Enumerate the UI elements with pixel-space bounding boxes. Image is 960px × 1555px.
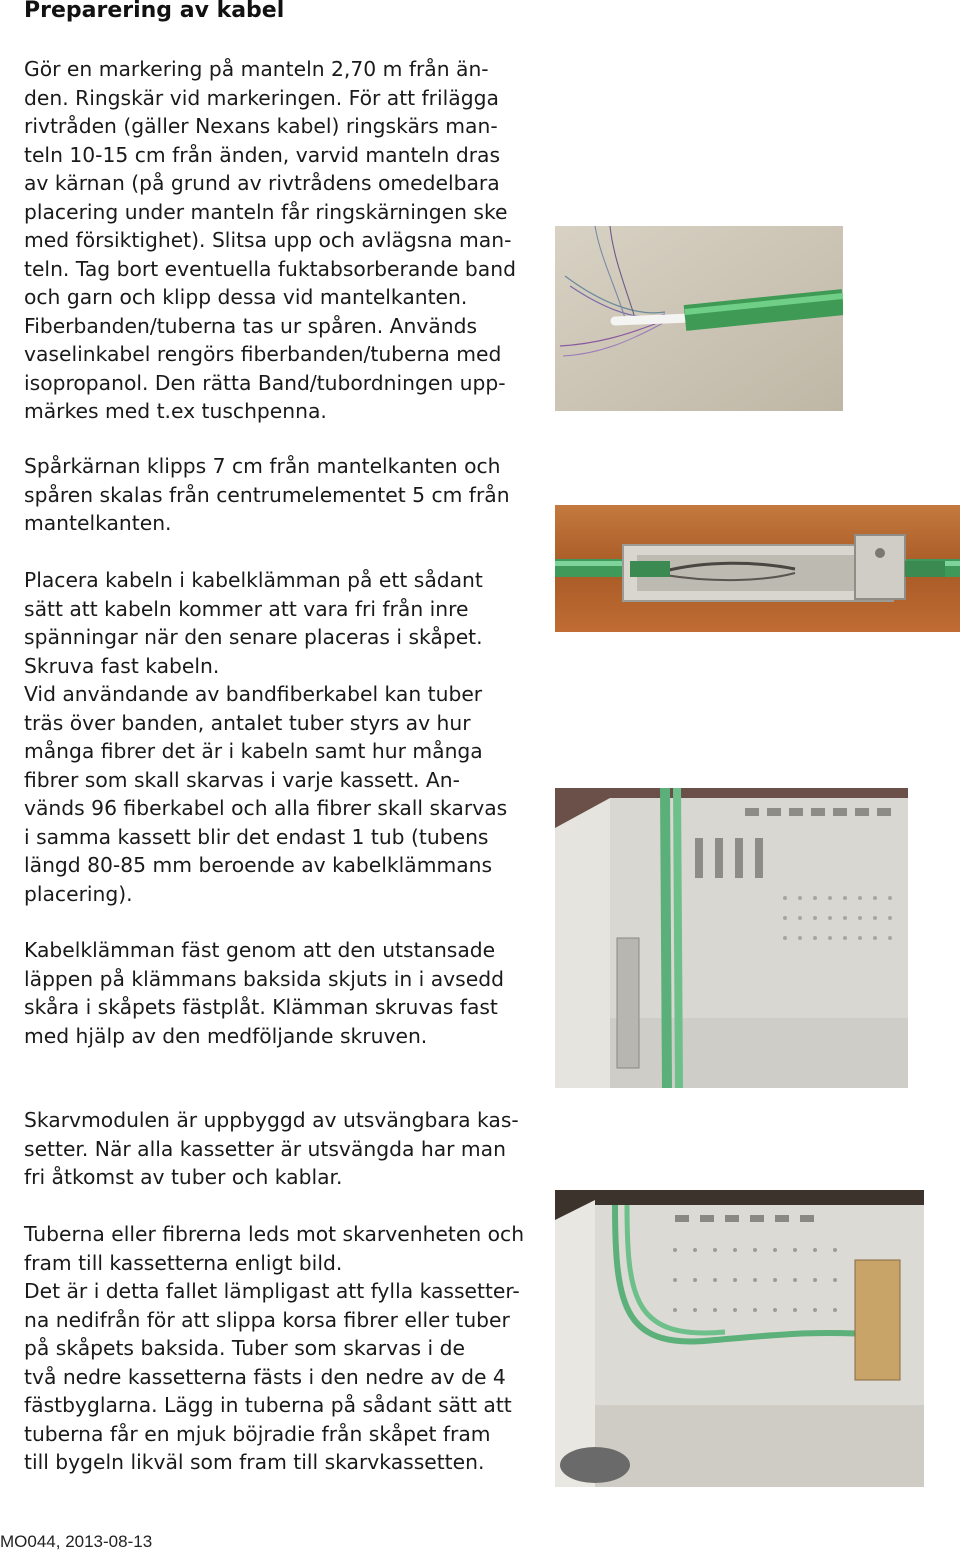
text-line: fram till kassetterna enligt bild. [24,1250,343,1275]
text-line: setter. När alla kassetter är utsvängda har man [24,1136,506,1161]
text-line: Vid användande av bandfiberkabel kan tuber [24,682,483,706]
paragraph-5 [24,1106,536,1192]
text-line: placering under manteln får ringskärningen ske [24,199,508,224]
text-line: Skarvmodulen är uppbyggd av utsvängbara kas- [24,1108,519,1132]
text-line: märkes med t.ex tuschpenna. [24,399,327,423]
text-line: Gör en markering på manteln 2,70 m från än- [24,57,489,81]
text-line: teln. Tag bort eventuella fuktabsorberande band [24,256,516,281]
text-line: på skåpets baksida. Tuber som skarvas i de [24,1336,465,1360]
text-line: Det är i detta fallet lämpligast att fylla kassetter- [24,1279,520,1303]
text-line: skåra i skåpets fästplåt. Klämman skruvas fast [24,995,498,1019]
text-line: Tuberna eller fibrerna leds mot skarvenheten och [24,1222,525,1246]
text-line: många fibrer det är i kabeln samt hur många [24,739,483,763]
text-line: fri åtkomst av tuber och kablar. [24,1165,343,1189]
footer-document-id: MO044, 2013-08-13 [0,1532,153,1551]
text-line: längd 80-85 mm beroende av kabelklämmans [24,853,493,877]
text-line: fibrer som skall skarvas i varje kassett. An- [24,767,460,792]
text-line: na nedifrån för att slippa korsa fibrer eller tuber [24,1307,510,1332]
cable-clamp-illustration [555,505,960,632]
text-line: fästbyglarna. Lägg in tuberna på sådant sätt att [24,1393,512,1417]
text-line: den. Ringskär vid markeringen. För att frilägga [24,85,499,110]
cabinet-illustration [555,788,908,1088]
text-line: rivtråden (gäller Nexans kabel) ringskärs man- [24,114,498,138]
text-line: Spårkärnan klipps 7 cm från mantelkanten och [24,454,501,478]
text-line: Placera kabeln i kabelklämman på ett sådant [24,568,483,592]
text-line: i samma kassett blir det endast 1 tub (tubens [24,824,489,849]
text-line: läppen på klämmans baksida skjuts in i avsedd [24,966,504,991]
text-line: sätt att kabeln kommer att vara fri från inre [24,596,469,621]
photo-cabinet-clamp [555,788,908,1088]
text-line: tuberna får en mjuk böjradie från skåpet fram [24,1421,491,1446]
paragraph-1 [24,55,536,426]
photo-stripped-cable [555,226,843,411]
text-line: med hjälp av den medföljande skruven. [24,1023,428,1048]
text-line: och garn och klipp dessa vid mantelkanten. [24,285,468,309]
paragraph-4 [24,936,536,1050]
text-line: träs över banden, antalet tuber styrs av hur [24,710,471,735]
paragraph-2 [24,452,536,538]
text-line: spåren skalas från centrumelementet 5 cm från [24,482,510,507]
text-line: Fiberbanden/tuberna tas ur spåren. Används [24,313,478,338]
page-title: Preparering av kabel [24,0,285,23]
text-line: vaselinkabel rengörs fiberbanden/tuberna med [24,342,502,366]
text-line: isopropanol. Den rätta Band/tubordningen upp- [24,370,506,395]
text-line: spänningar när den senare placeras i skåpet. [24,625,483,649]
text-line: Kabelklämman fäst genom att den utstansade [24,938,496,962]
text-line: två nedre kassetterna fästs i den nedre av de 4 [24,1364,506,1389]
splice-cabinet-illustration [555,1190,924,1487]
text-line: med försiktighet). Slitsa upp och avlägsna man- [24,228,512,252]
photo-cable-clamp [555,505,960,632]
paragraph-6 [24,1220,536,1477]
text-line: till bygeln likväl som fram till skarvkassetten. [24,1450,485,1474]
photo-splice-cabinet [555,1190,924,1487]
text-line: Skruva fast kabeln. [24,653,220,678]
text-line: vänds 96 fiberkabel och alla fibrer skall skarvas [24,796,508,820]
stripped-cable-illustration [555,226,843,411]
paragraph-3 [24,566,536,908]
text-line: mantelkanten. [24,511,172,535]
text-line: teln 10-15 cm från änden, varvid manteln dras [24,142,501,167]
text-line: placering). [24,881,133,906]
text-line: av kärnan (på grund av rivtrådens omedelbara [24,171,500,195]
